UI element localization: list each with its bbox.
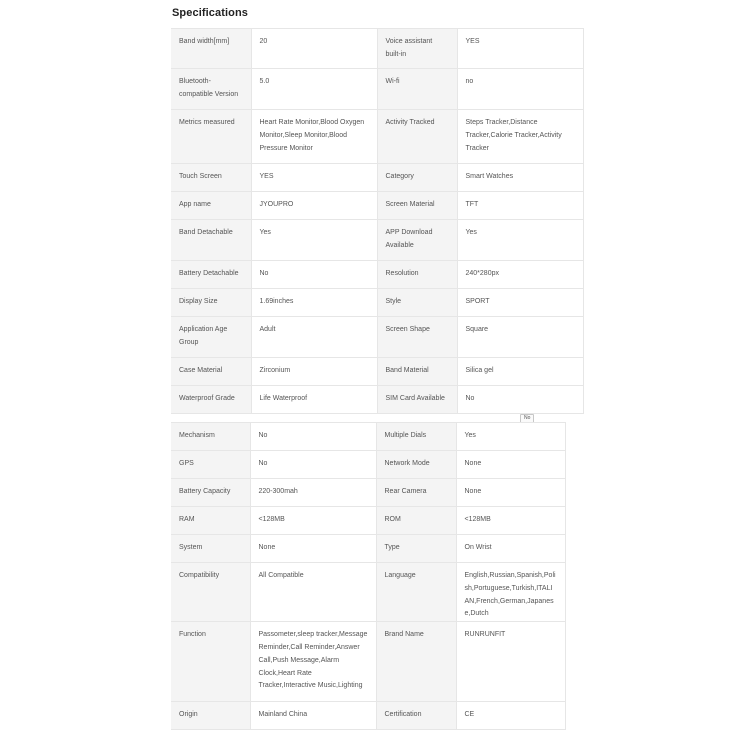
- spec-value: [250, 622, 376, 702]
- spec-label-text: Rear Camera: [384, 488, 427, 495]
- spec-value: [457, 110, 583, 164]
- spec-label: [171, 563, 250, 622]
- spec-value-text: No: [258, 460, 268, 467]
- spec-value-text: Smart Watches: [465, 173, 514, 180]
- spec-label: [171, 69, 251, 110]
- spec-value: [457, 192, 583, 220]
- spec-value: [251, 110, 377, 164]
- spec-label-text: RAM: [179, 516, 195, 523]
- spec-row: [171, 110, 583, 164]
- spec-value: [457, 261, 583, 289]
- spec-label: [171, 479, 250, 507]
- spec-value-text: English,Russian,Spanish,Polish,Portuguese,Turkish,ITALIAN,French,German,Japanese,Dutch: [464, 572, 556, 618]
- spec-label-text: Touch Screen: [179, 173, 222, 180]
- spec-label: [171, 358, 251, 386]
- spec-row: [171, 358, 583, 386]
- spec-value-text: None: [464, 488, 482, 495]
- spec-label: [171, 622, 250, 702]
- spec-value: [457, 358, 583, 386]
- spec-label: [376, 563, 456, 622]
- spec-value: [457, 317, 583, 358]
- spec-value: [251, 386, 377, 414]
- spec-label-text: Battery Detachable: [179, 270, 239, 277]
- spec-value-text: Silica gel: [465, 367, 494, 374]
- spec-row: [171, 69, 583, 110]
- spec-label-text: Activity Tracked: [385, 119, 435, 126]
- spec-label: [171, 220, 251, 261]
- spec-value-text: Yes: [259, 229, 271, 236]
- spec-label-text: Case Material: [179, 367, 223, 374]
- spec-label-text: Voice assistant built-in: [385, 38, 433, 58]
- spec-label-text: Metrics measured: [179, 119, 235, 126]
- spec-label: [377, 69, 457, 110]
- spec-label-text: Band Material: [385, 367, 429, 374]
- spec-value: [250, 479, 376, 507]
- spec-row: [171, 29, 583, 69]
- spec-value: [457, 386, 583, 414]
- spec-value-text: All Compatible: [258, 572, 304, 579]
- spec-label: [377, 289, 457, 317]
- spec-value-text: Yes: [465, 229, 477, 236]
- spec-label-text: Band Detachable: [179, 229, 233, 236]
- spec-value-text: Zirconium: [259, 367, 291, 374]
- spec-label-text: Origin: [179, 711, 198, 719]
- spec-value: [456, 423, 565, 451]
- spec-value-text: 20: [259, 38, 268, 45]
- spec-label: [377, 220, 457, 261]
- spec-row: [171, 507, 565, 535]
- spec-value: [456, 479, 565, 507]
- spec-label: [377, 164, 457, 192]
- spec-value-text: Life Waterproof: [259, 395, 308, 402]
- spec-value: [457, 69, 583, 110]
- spec-row: [171, 317, 583, 358]
- spec-value-text: None: [464, 460, 482, 467]
- spec-value-text: TFT: [465, 201, 479, 208]
- spec-value: [456, 563, 565, 622]
- spec-value-text: 220-300mah: [258, 488, 298, 495]
- spec-row: [171, 220, 583, 261]
- spec-row: [171, 479, 565, 507]
- spec-label-text: Language: [384, 572, 416, 579]
- spec-value: [457, 164, 583, 192]
- spec-value-text: No: [465, 395, 475, 402]
- spec-value-text: 1.69inches: [259, 298, 294, 305]
- spec-value-text: No: [259, 270, 269, 277]
- spec-value: [457, 289, 583, 317]
- spec-value-text: JYOUPRO: [259, 201, 294, 208]
- spec-value: [456, 622, 565, 702]
- spec-value: [251, 164, 377, 192]
- spec-label-text: Mechanism: [179, 432, 215, 439]
- spec-label: [377, 110, 457, 164]
- spec-value: [456, 702, 565, 730]
- spec-label-text: Wi-fi: [385, 78, 400, 85]
- spec-value-text: YES: [259, 173, 274, 180]
- spec-label-text: Network Mode: [384, 460, 430, 467]
- tooltip: No: [520, 414, 534, 423]
- spec-value-text: <128MB: [464, 516, 491, 523]
- spec-row: [171, 423, 565, 451]
- spec-label-text: App name: [179, 201, 211, 208]
- spec-value-text: <128MB: [258, 516, 285, 523]
- spec-label: [171, 317, 251, 358]
- spec-value: [250, 423, 376, 451]
- spec-row: [171, 386, 583, 414]
- spec-label: [171, 289, 251, 317]
- specifications-table-top: [171, 28, 584, 414]
- spec-label-text: ROM: [384, 516, 401, 523]
- spec-label: [171, 535, 250, 563]
- spec-label-text: Screen Shape: [385, 326, 430, 333]
- spec-label: [171, 702, 250, 730]
- spec-label: [376, 622, 456, 702]
- spec-value-text: SPORT: [465, 298, 490, 305]
- spec-label: [376, 479, 456, 507]
- spec-value: [250, 535, 376, 563]
- spec-value: [250, 702, 376, 730]
- spec-value: [251, 220, 377, 261]
- spec-label-text: Display Size: [179, 298, 218, 305]
- spec-label-text: Function: [179, 631, 206, 639]
- spec-label: [376, 535, 456, 563]
- spec-label-text: Band width[mm]: [179, 38, 230, 45]
- spec-label-text: Style: [385, 298, 402, 305]
- spec-label: [171, 110, 251, 164]
- spec-label: [377, 358, 457, 386]
- spec-value: [250, 507, 376, 535]
- spec-label: [171, 261, 251, 289]
- spec-row: [171, 702, 565, 730]
- spec-label-text: Screen Material: [385, 201, 435, 208]
- spec-value: [250, 451, 376, 479]
- spec-value-text: Yes: [464, 432, 476, 439]
- spec-label: [171, 507, 250, 535]
- spec-value: [251, 192, 377, 220]
- spec-value: [251, 317, 377, 358]
- spec-label: [377, 192, 457, 220]
- spec-value-text: no: [465, 78, 474, 85]
- spec-label-text: Application Age Group: [179, 326, 228, 346]
- spec-label-text: Multiple Dials: [384, 432, 427, 439]
- spec-label-text: Compatibility: [179, 572, 220, 579]
- spec-row: [171, 164, 583, 192]
- spec-value: [251, 289, 377, 317]
- spec-label: [376, 451, 456, 479]
- spec-value: [250, 563, 376, 622]
- spec-label-text: Bluetooth-compatible Version: [179, 78, 239, 98]
- spec-label: [377, 29, 457, 69]
- spec-value-text: Heart Rate Monitor,Blood Oxygen Monitor,Sleep Monitor,Blood Pressure Monitor: [259, 119, 365, 152]
- spec-value-text: Square: [465, 326, 489, 333]
- spec-value: [251, 261, 377, 289]
- spec-row: [171, 451, 565, 479]
- spec-row: [171, 563, 565, 622]
- spec-label: [376, 702, 456, 730]
- spec-value: [251, 29, 377, 69]
- spec-label-text: Resolution: [385, 270, 419, 277]
- spec-label-text: Waterproof Grade: [179, 395, 235, 402]
- spec-label-text: Type: [384, 544, 400, 551]
- spec-value-text: No: [258, 432, 268, 439]
- spec-label-text: Certification: [384, 711, 422, 719]
- spec-value-text: CE: [464, 711, 475, 719]
- spec-label: [377, 261, 457, 289]
- spec-label-text: GPS: [179, 460, 194, 467]
- specifications-table-bottom: [171, 422, 566, 730]
- spec-value: [251, 358, 377, 386]
- spec-label: [171, 451, 250, 479]
- spec-label: [171, 386, 251, 414]
- spec-value: [456, 535, 565, 563]
- spec-row: [171, 289, 583, 317]
- spec-row: [171, 622, 565, 702]
- spec-value-text: On Wrist: [464, 544, 492, 551]
- spec-value-text: None: [258, 544, 276, 551]
- spec-label: [377, 386, 457, 414]
- spec-value-text: Steps Tracker,Distance Tracker,Calorie Tracker,Activity Tracker: [465, 119, 562, 152]
- spec-label: [376, 507, 456, 535]
- spec-label: [171, 29, 251, 69]
- spec-value: [456, 507, 565, 535]
- spec-label: [376, 423, 456, 451]
- spec-label-text: APP Download Available: [385, 229, 433, 249]
- spec-value: [457, 29, 583, 69]
- spec-value-text: 5.0: [259, 78, 270, 85]
- spec-label: [171, 192, 251, 220]
- spec-value-text: Mainland China: [258, 711, 308, 719]
- spec-value-text: YES: [465, 38, 480, 45]
- spec-label-text: Brand Name: [384, 631, 424, 639]
- spec-value-text: 240*280px: [465, 270, 499, 277]
- spec-value: [457, 220, 583, 261]
- spec-label: [171, 164, 251, 192]
- spec-value-text: Passometer,sleep tracker,Message Reminder,Call Reminder,Answer Call,Push Message,Alarm Clock,Heart Rate Tracker,Interactive Music,Lighting: [258, 631, 368, 690]
- spec-value: [456, 451, 565, 479]
- spec-label: [377, 317, 457, 358]
- spec-label-text: System: [179, 544, 203, 551]
- spec-row: [171, 192, 583, 220]
- spec-row: [171, 535, 565, 563]
- spec-value-text: RUNRUNFIT: [464, 631, 506, 639]
- spec-value: [251, 69, 377, 110]
- page-title: Specifications: [172, 7, 248, 19]
- spec-label: [171, 423, 250, 451]
- spec-label-text: Category: [385, 173, 414, 180]
- spec-value-text: Adult: [259, 326, 276, 333]
- spec-row: [171, 261, 583, 289]
- spec-label-text: Battery Capacity: [179, 488, 231, 495]
- spec-label-text: SIM Card Available: [385, 395, 445, 402]
